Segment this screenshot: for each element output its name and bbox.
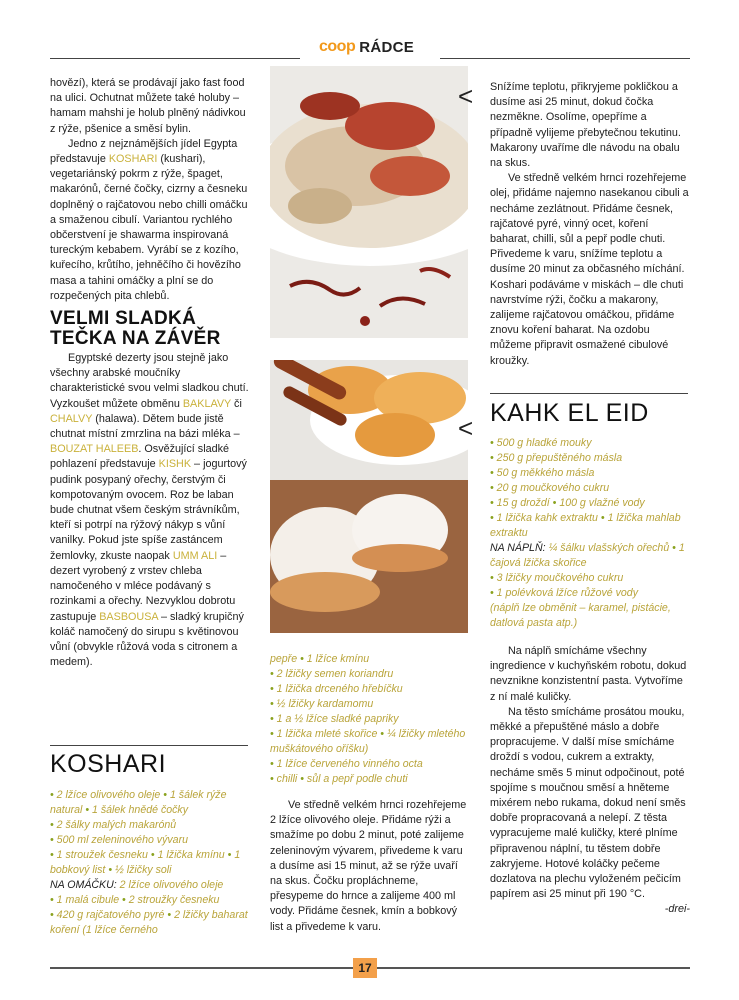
kahk-heading: KAHK EL EID — [490, 399, 649, 427]
subheading: VELMI SLADKÁ TEČKA NA ZÁVĚR — [50, 308, 221, 350]
kahk-rule — [490, 393, 688, 394]
column-3 — [490, 80, 690, 369]
header-rule-left — [50, 58, 300, 59]
paragraph: Ve středně velkém hrnci rozehřejeme olej, přidáme najemno nasekanou cibuli a necháme zezlátnout. Přidáme česnek, rajčatové pyré, vinný ocet, koření baharat, chilli, sůl a pepř podle chuti. Přivedeme k varu, snížíme teplotu a dusíme 20 minut za občasného míchání. Koshari podáváme v miskách – dle chuti navrstvíme rýži, čočku a makarony, zalijeme rajčatovou omáčkou, přidáme znovu koření baharat. Na ozdobu můžeme připravit osmažené cibulové kroužky. — [490, 172, 689, 367]
paragraph: hovězí), která se prodávají jako fast food na ulici. Ochutnat můžete také holuby – hamam mahshi je holub plněný nádivkou z rýže, pšenice a směsí bylin. — [50, 77, 246, 135]
paragraph: Egyptské dezerty jsou stejně jako všechny arabské moučníky charakteristické svou velmi sladkou chutí. Vyzkoušet můžete obměnu BAKLAVY či CHALVY (halawa). Dětem bude jistě chutnat místní zmrzlina na bázi mléka – BOUZAT HALEEB. Osvěžující sladké pohlazení představuje KISHK – jogurtový pudink posypaný ořechy, čerstvým či kompotovaným ovocem. Roz be laban bude chutnat všem českým strávníkům, kteří si potrpí na rýžový nákyp s vůní vanilky. Pokud jste spíše zastáncem žemlovky, zkuste naopak UMM ALI – dezert vyrobený z vrstev chleba namočeného v mléce podávaný s rozinkami a ořechy. Nezvyklou dobrotu zastupuje BASBOUSA – sladký krupičný koláč namočený do sirupu s květinovou vůní (obvykle růžová voda s citronem a medem). — [50, 352, 249, 669]
koshari-rule — [50, 745, 248, 746]
author-signature: -drei- — [664, 903, 690, 916]
section-title: RÁDCE — [359, 38, 415, 56]
page-header — [0, 30, 739, 60]
dish-name: KOSHARI — [108, 153, 158, 166]
paragraph: Na těsto smícháme prosátou mouku, měkké a přepuštěné máslo a dobře propracujeme. V další míse smícháme droždí s vodou, cukrem a extrakty, necháme směs 5 minut odpočinout, poté spojíme s moučnou směsí a hněteme mixérem nebo rukama, dokud není směs dobře propracovaná a nelepí. Z těsta vypracujeme malé kuličky, které plníme připravenou náplní, tu těstem dobře zakryjeme. Hotové koláčky pečeme dozlatova na plechu vyloženém pečicím papírem asi 25 minut při 190 °C. — [490, 705, 686, 901]
kahk-cookies-illustration — [270, 360, 468, 633]
column-3-text — [490, 644, 690, 918]
kahk-ingredients: • 500 g hladké mouky • 250 g přepuštěného másla • 50 g měkkého másla • 20 g moučkového cukru • 15 g droždí • 100 g vlažné vody • 1 lžička kahk extraktu • 1 lžička mahlab extraktu NA NÁPLŇ: ¼ šálku vlašských ořechů • 1 čajová lžička skořice • 3 lžičky moučkového cukru • 1 polévková lžíce růžové vody (náplň lze obměnit – karamel, pistácie, datlová pasta atp.) — [490, 437, 685, 629]
paragraph: Snížíme teplotu, přikryjeme pokličkou a dusíme asi 25 minut, dokud čočka nezměkne. Osolíme, opepříme a případně vylijeme přebytečnou tekutinu. Makarony uvaříme dle návodu na obalu na skus. — [490, 81, 681, 170]
column-1 — [50, 76, 250, 670]
koshari-heading: KOSHARI — [50, 750, 167, 778]
koshari-ingredients-continued: pepře • 1 lžíce kmínu • 2 lžičky semen koriandru • 1 lžička drceného hřebíčku • ½ lžičky kardamomu • 1 a ½ lžíce sladké papriky • 1 lžička mleté skořice • ¼ lžičky mletého muškátového oříšku) • 1 lžíce červeného vinného octa • chilli • sůl a pepř podle chuti — [270, 653, 466, 785]
koshari-photo — [270, 66, 468, 338]
chevron-left-icon: < — [458, 413, 474, 443]
coop-logo: coop — [319, 38, 356, 55]
koshari-plate-illustration — [270, 66, 468, 338]
paragraph: Ve středně velkém hrnci rozehřejeme 2 lžíce olivového oleje. Přidáme rýži a smažíme po dobu 2 minut, poté zalijeme zeleninovým vývarem, přivedeme k varu a dusíme asi 15 minut, až se rýže uvaří na skus. Čočku propláchneme, přesypeme do hrnce a zalijeme 400 ml vody. Přidáme česnek, kmín a bobkový list a přivedeme k varu. — [270, 799, 467, 933]
chevron-left-icon: < — [458, 81, 474, 111]
page-number: 17 — [353, 958, 377, 978]
header-rule-right — [440, 58, 690, 59]
column-2-text — [270, 798, 470, 935]
kahk-photo — [270, 360, 468, 633]
koshari-ingredients: • 2 lžíce olivového oleje • 1 šálek rýže natural • 1 šálek hnědé čočky • 2 šálky malých makarónů • 500 ml zeleninového vývaru • 1 stroužek česneku • 1 lžička kmínu • 1 bobkový list • ½ lžičky soli NA OMÁČKU: 2 lžíce olivového oleje • 1 malá cibule • 2 stroužky česneku • 420 g rajčatového pyré • 2 lžičky baharat koření (1 lžíce černého — [50, 789, 248, 936]
paragraph: Jedno z nejznámějších jídel Egypta představuje KOSHARI (kushari), vegetariánský pokrm z rýže, špaget, makarónů, černé čočky, cizrny a česneku doplněný o rajčatovou nebo chilli omáčku a smaženou cibulí. Variantou rychlého občerstvení je shawarma inspirovaná tureckým kebabem. Vyrábí se z kozího, kuřecího, krůtího, jehněčího či hovězího masa a tahini omáčky a plní se do rozpečených pita chlebů. — [50, 137, 248, 302]
paragraph: Na náplň smícháme všechny ingredience v kuchyňském robotu, dokud nevznikne konzistentní pasta. Vytvoříme z ní malé kuličky. — [490, 645, 687, 703]
brand — [319, 38, 414, 56]
